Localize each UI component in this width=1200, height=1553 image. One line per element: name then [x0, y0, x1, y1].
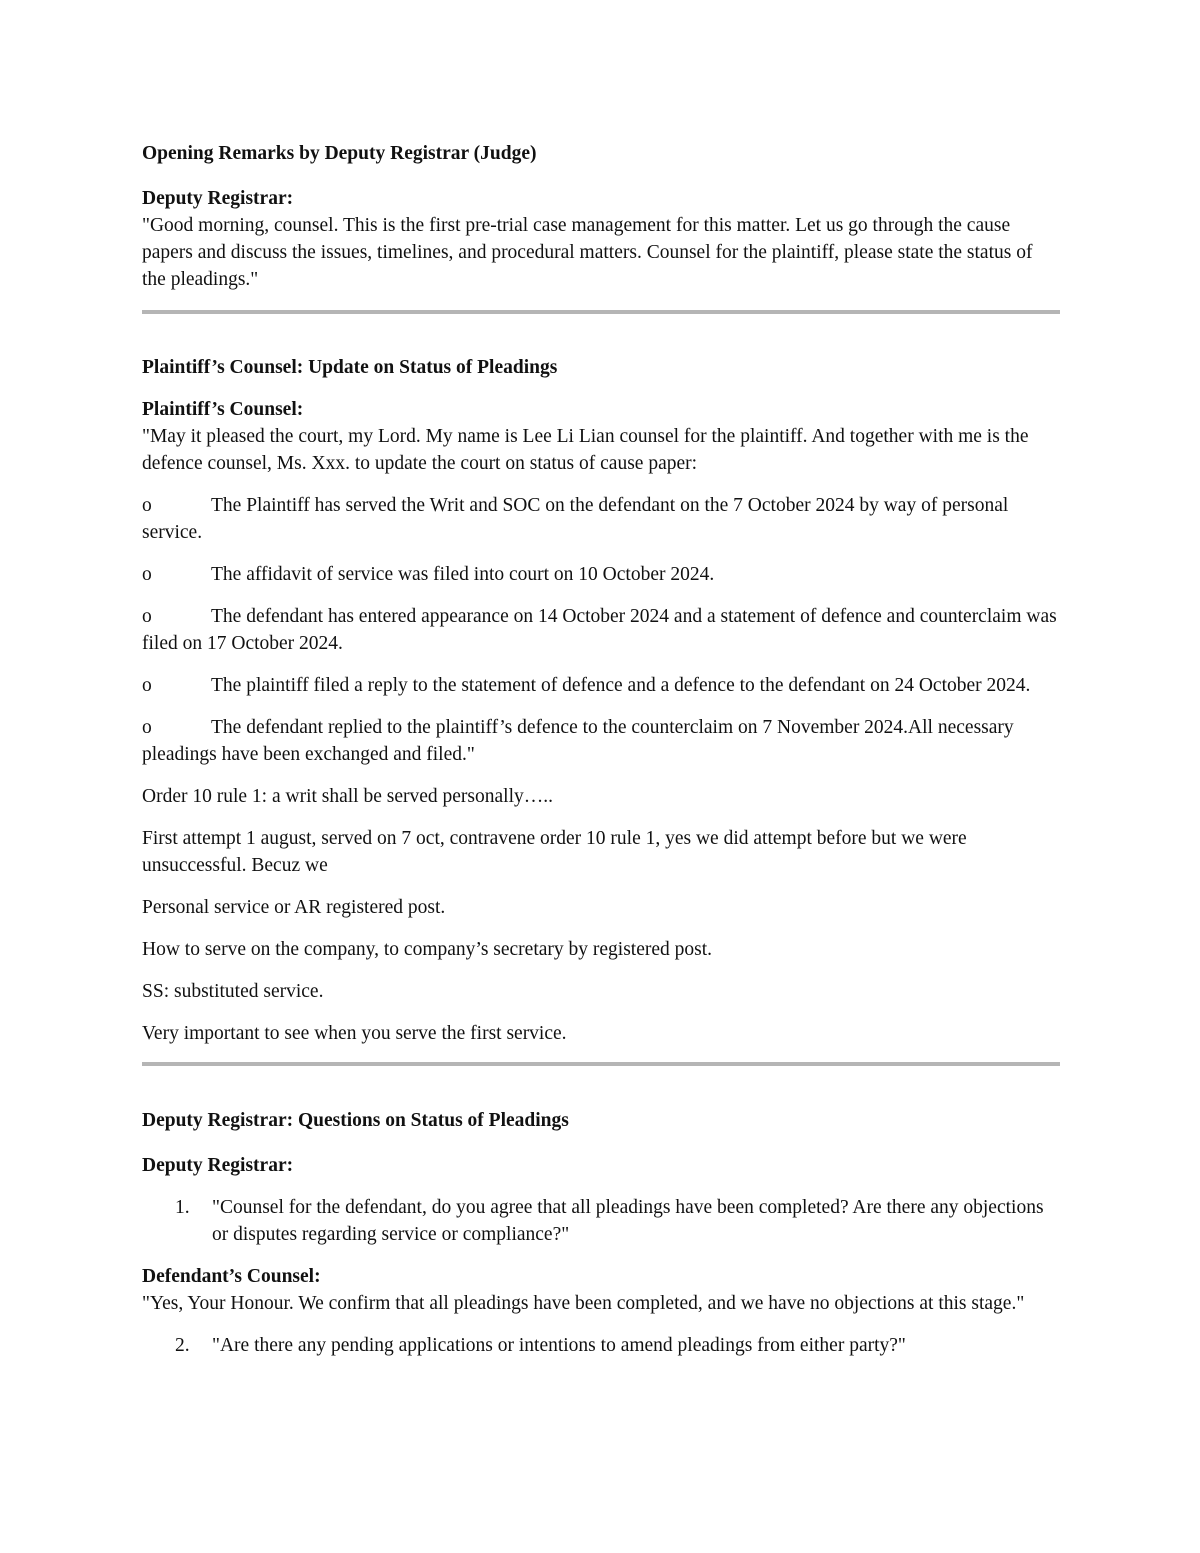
- section-title-opening-remarks: Opening Remarks by Deputy Registrar (Judge): [142, 143, 537, 164]
- note-paragraph: Order 10 rule 1: a writ shall be served personally…..: [142, 786, 554, 807]
- note-paragraph: Personal service or AR registered post.: [142, 897, 446, 918]
- deputy-registrar-opening-text: "Good morning, counsel. This is the first pre-trial case management for this matter. Let us go through the cause papers and discuss the issues, timelines, and procedural matters. Counsel for the plaintiff, please state the status of the pleadings.": [142, 215, 1033, 290]
- note-paragraph: How to serve on the company, to company’s secretary by registered post.: [142, 939, 713, 960]
- questions-list-continued: [142, 1332, 1060, 1359]
- bullet-marker: o: [142, 717, 152, 738]
- questions-list: [142, 1194, 1060, 1248]
- bullet-text: The Plaintiff has served the Writ and SOC on the defendant on the 7 October 2024 by way of personal service.: [142, 495, 1009, 543]
- plaintiff-intro-text: "May it pleased the court, my Lord. My name is Lee Li Lian counsel for the plaintiff. And together with me is the defence counsel, Ms. Xxx. to update the court on status of cause paper:: [142, 426, 1029, 474]
- section-title-plaintiff-update: Plaintiff’s Counsel: Update on Status of Pleadings: [142, 357, 558, 378]
- bullet-marker: o: [142, 564, 152, 585]
- document-body: [142, 140, 1060, 1359]
- question-text: "Counsel for the defendant, do you agree that all pleadings have been completed? Are there any objections or disputes regarding service or compliance?": [212, 1197, 1044, 1245]
- defendant-answer-text: "Yes, Your Honour. We confirm that all pleadings have been completed, and we have no objections at this stage.": [142, 1293, 1025, 1314]
- section-title-dr-questions: Deputy Registrar: Questions on Status of Pleadings: [142, 1110, 569, 1131]
- pleading-bullet: [142, 561, 1060, 588]
- speaker-plaintiff-counsel: Plaintiff’s Counsel:: [142, 399, 304, 420]
- bullet-marker: o: [142, 675, 152, 696]
- bullet-text: The plaintiff filed a reply to the statement of defence and a defence to the defendant on 24 October 2024.: [211, 675, 1031, 696]
- bullet-text: The defendant replied to the plaintiff’s defence to the counterclaim on 7 November 2024.All necessary pleadings have been exchanged and filed.": [142, 717, 1014, 765]
- pleading-bullet: [142, 714, 1060, 768]
- bullet-text: The defendant has entered appearance on 14 October 2024 and a statement of defence and counterclaim was filed on 17 October 2024.: [142, 606, 1057, 654]
- pleading-bullet: [142, 672, 1060, 699]
- question-item: [142, 1194, 1060, 1248]
- question-number: 2.: [175, 1335, 190, 1356]
- note-paragraph: First attempt 1 august, served on 7 oct, contravene order 10 rule 1, yes we did attempt before but we were unsuccessful. Becuz we: [142, 828, 967, 876]
- question-item: [142, 1332, 1060, 1359]
- note-paragraph: SS: substituted service.: [142, 981, 324, 1002]
- pleading-bullet: [142, 603, 1060, 657]
- speaker-deputy-registrar: Deputy Registrar:: [142, 188, 294, 209]
- question-text: "Are there any pending applications or intentions to amend pleadings from either party?": [212, 1335, 906, 1356]
- bullet-marker: o: [142, 495, 152, 516]
- speaker-defendant-counsel: Defendant’s Counsel:: [142, 1266, 321, 1287]
- speaker-deputy-registrar-2: Deputy Registrar:: [142, 1155, 294, 1176]
- question-number: 1.: [175, 1197, 190, 1218]
- bullet-text: The affidavit of service was filed into court on 10 October 2024.: [211, 564, 715, 585]
- bullet-marker: o: [142, 606, 152, 627]
- pleading-bullet: [142, 492, 1060, 546]
- note-paragraph: Very important to see when you serve the first service.: [142, 1023, 567, 1044]
